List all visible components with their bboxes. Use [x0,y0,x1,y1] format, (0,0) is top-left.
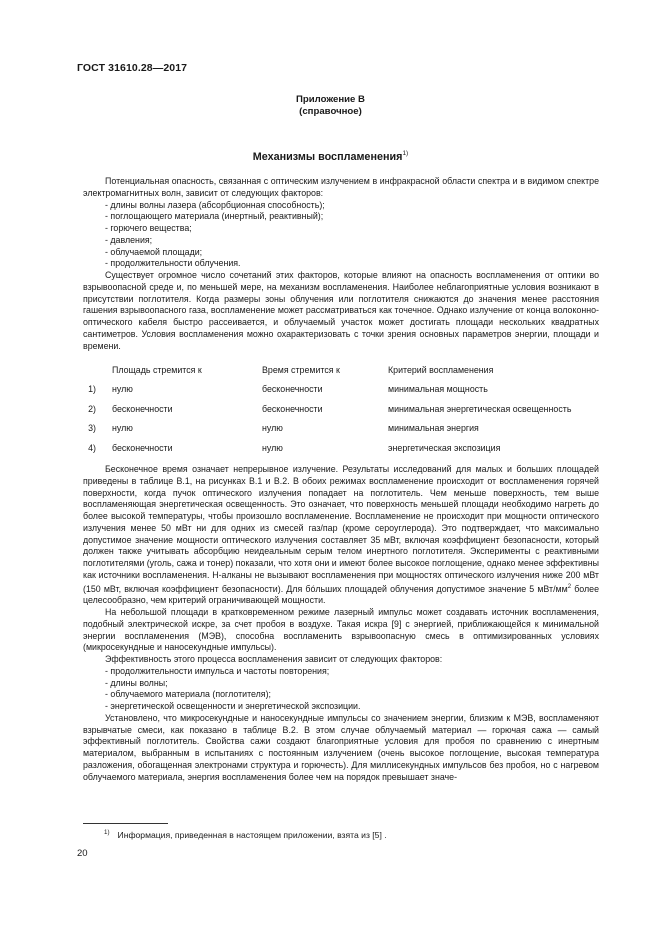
factor-item: - длины волны лазера (абсорбционная способность); [105,199,325,210]
cell-criterion: минимальная мощность [388,384,488,394]
paragraph-text: Бесконечное время означает непрерывное излучение. Результаты исследований для малых и больших площадей приведены в таблице В.1, на рисунках В.1 и В.2. В обоих режимах воспламенение происходит от воспламенения горячей поверхности, когда пучок оптического излучения попадает на поглотитель. Чем меньше поверхность, тем выше воспламеняющая энергетическая освещенность. Это означает, что поверхность меньшей площади необходимо нагреть до более высокой температуры, чтобы произошло воспламенение. Воспламенение не происходит при мощности оптического излучения менее 50 мВт ни для одних из смесей газ/пар (кроме сероуглерода). Это подтверждает, что максимально допустимое значение мощности оптического излучения составляет 35 мВт, включая коэффициент безопасности, который должен также учитывать абсорбцию неидеальным серым телом инертного поглотителя. Эксперименты с реактивными поглотителями (уголь, сажа и тонер) показали, что хотя они и имеют более высокое поглощение, однако менее эффективны как источники воспламенения. Н-алканы не вызывают воспламенения при мощностях оптического излучения ниже 200 мВт (150 мВт, включая коэффициент безопасности). Для бóльших площадей облучения допустимое значение 5 мВт/мм [83,464,599,594]
row-number: 3) [88,423,96,433]
paragraph-text-end: более целесообразно, чем критерий ограничивающей мощности. [83,583,599,606]
cell-time: бесконечности [262,403,323,414]
factor-item: - облучаемой площади; [105,246,203,257]
annex-title: Приложение В [296,94,365,105]
page-number: 20 [77,848,88,859]
column-header-area: Площадь стремится к [112,365,202,375]
paragraph-laser-pulse: На небольшой площади в кратковременном режиме лазерный импульс может создавать источник воспламенения, подобный электрической искре, за счет пробоя в воздухе. Такая искра [9] с энергией, приближающейся к минимальной энергии воспламенения (МЭВ), способна воспламенить взрывоопасную смесь в оптимизированных условиях (микросекундные и наносекундные импульсы). [83,607,599,653]
footnote-mark: 1) [104,829,110,836]
intro-block [83,176,599,352]
row-number: 1) [88,384,96,394]
table-header-row [83,365,599,377]
factor-item: - длины волны; [105,677,168,688]
factor-item: - облучаемого материала (поглотителя); [105,689,271,700]
cell-area: нулю [112,423,133,433]
cell-time: бесконечности [262,384,323,394]
superscript: 2 [567,583,572,590]
row-number: 2) [88,403,96,414]
cell-time: нулю [262,423,283,433]
factor-item: - горючего вещества; [105,223,192,233]
paragraph-continuous-radiation [83,464,599,607]
standard-header: ГОСТ 31610.28—2017 [77,62,188,74]
cell-criterion: минимальная энергетическая освещенность [388,403,572,414]
column-header-criterion: Критерий воспламенения [388,365,494,375]
factor-item: - продолжительности облучения. [105,258,241,269]
cell-area: бесконечности [112,442,173,453]
table-row [83,443,599,455]
annex-subtitle: (справочное) [299,106,362,117]
paragraph-efficiency: Эффективность этого процесса воспламенения зависит от следующих факторов: [105,654,443,664]
table-row [83,384,599,396]
cell-time: нулю [262,442,283,453]
cell-criterion: энергетическая экспозиция [388,442,501,453]
footnote [104,829,387,840]
cell-criterion: минимальная энергия [388,423,479,433]
factor-item: - давления; [105,234,153,245]
body-block [83,464,599,783]
table-row [83,423,599,435]
cell-area: бесконечности [112,403,173,414]
section-title-text: Механизмы воспламенения [252,151,403,163]
paragraph-combinations: Существует огромное число сочетаний этих факторов, которые влияют на опасность воспламенения от оптики во взрывоопасной среде и, по меньшей мере, на механизм воспламенения. Наиболее неблагоприятные условия возникают в присутствии поглотителя. Когда размеры зоны облучения или поглотителя снижаются до значения менее расстояния гашения взрывоопасного газа, воспламенение может рассматриваться как точечное. Однако излучение от конца волоконно-оптического кабеля быстро рассеивается, и облучаемый участок может достигать площади нескольких квадратных сантиметров. Условия воспламенения можно охарактеризовать с точки зрения основных параметров энергии, площади и времени. [83,270,599,351]
table-row [83,404,599,416]
paragraph-pulses: Установлено, что микросекундные и наносекундные импульсы со значением энергии, близким к МЭВ, воспламеняют взрывчатые смеси, как показано в таблице В.2. В этом случае облучаемый материал — горючая сажа — самый эффективный поглотитель. Свойства сажи создают благоприятные условия для пробоя по сравнению с инертным материалом, выбранным в испытаниях с постоянным излучением (очень высокое поглощение, высокая температура разложения, обогащенная электронами структура и горючесть). Для миллисекундных импульсов без пробоя, но с нагревом облучаемого материала, энергия воспламенения более чем на порядок превышает значе- [83,712,599,782]
cell-area: нулю [112,384,133,394]
factor-item: - энергетической освещенности и энергетической экспозиции. [105,701,361,711]
footnote-separator [83,823,168,824]
footnote-reference[interactable]: 1) [402,150,409,157]
intro-paragraph: Потенциальная опасность, связанная с оптическим излучением в инфракрасной области спектра и в видимом спектре электромагнитных волн, зависит от следующих факторов: [83,176,599,198]
factor-item: - продолжительности импульса и частоты повторения; [105,665,330,676]
column-header-time: Время стремится к [262,365,340,375]
section-title [0,150,661,163]
factor-item: - поглощающего материала (инертный, реактивный); [105,211,324,222]
row-number: 4) [88,442,96,453]
footnote-text: Информация, приведенная в настоящем приложении, взята из [5] . [117,830,387,840]
